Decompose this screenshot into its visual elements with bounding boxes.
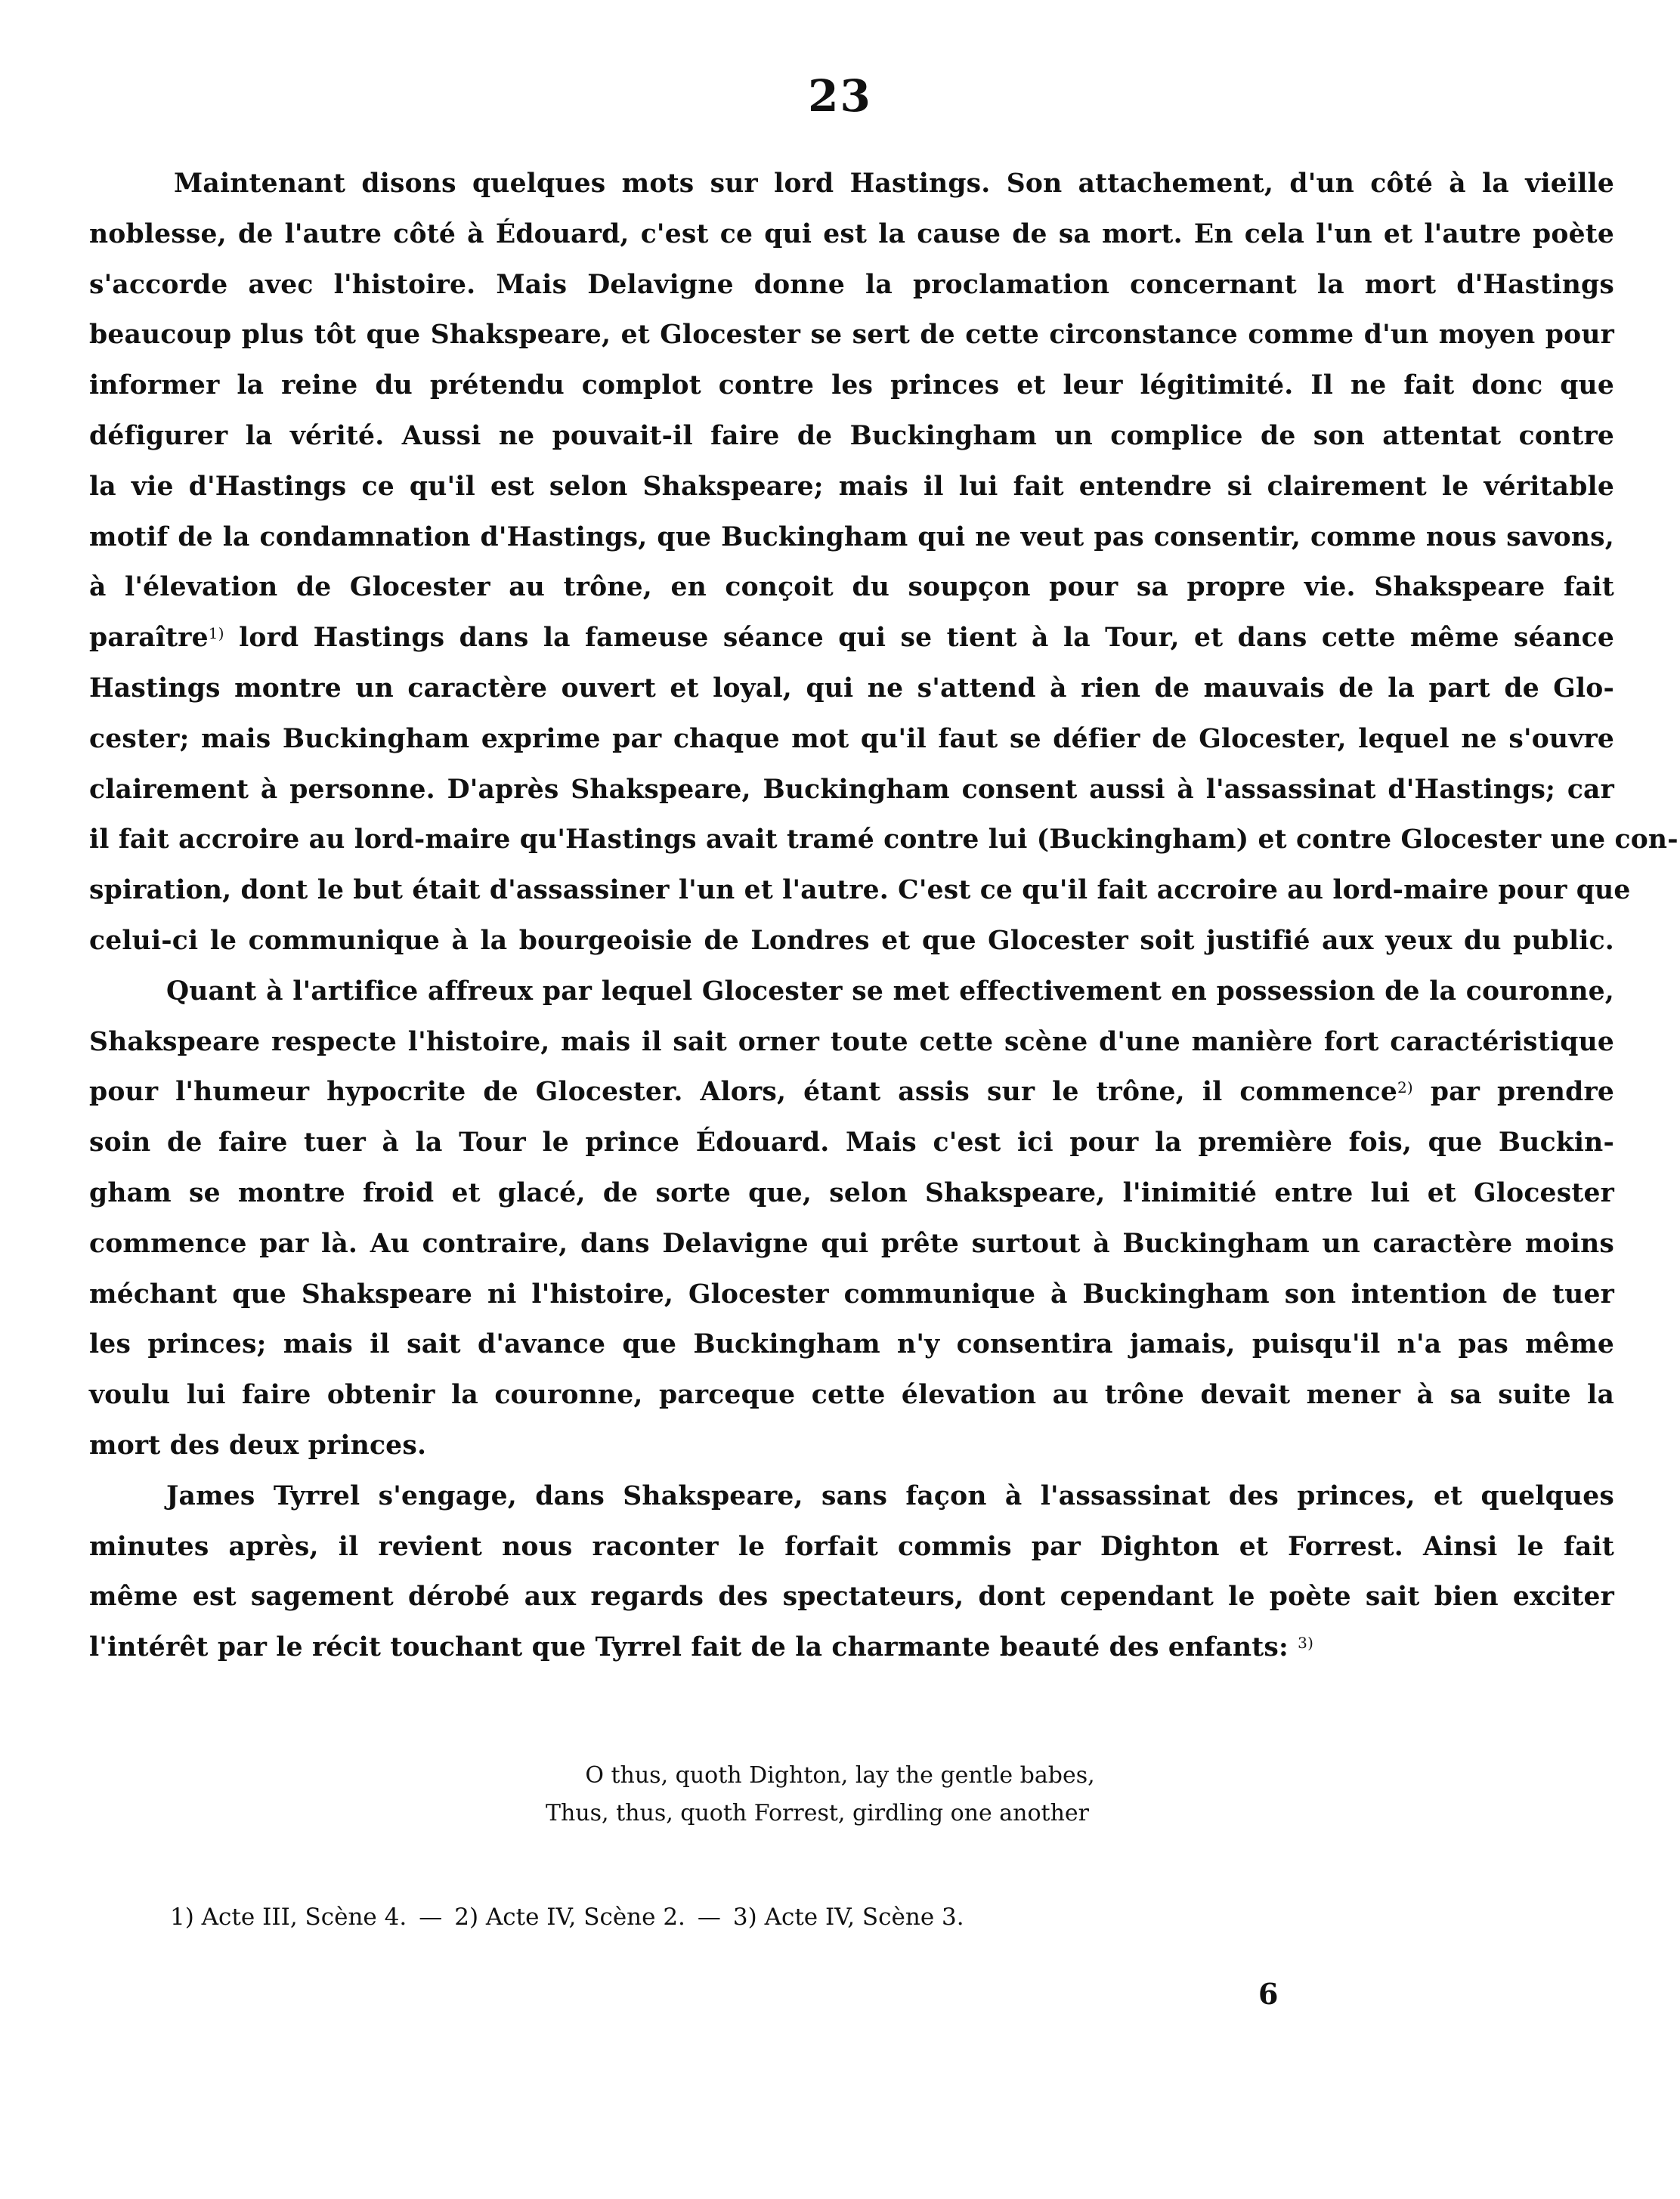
text-line: méchant que Shakspeare ni l'histoire, Glocester communique à Buckingham son intention de tuer [89, 1279, 1614, 1310]
text-line: les princes; mais il sait d'avance que Buckingham n'y consentira jamais, puisqu'il n'a pas même [89, 1329, 1614, 1360]
text-line: celui-ci le communique à la bourgeoisie de Londres et que Glocester soit justifié aux yeux du public. [89, 925, 1614, 956]
text-line: défigurer la vérité. Aussi ne pouvait-il faire de Buckingham un complice de son attentat contre [89, 420, 1614, 451]
text-line: clairement à personne. D'après Shakspeare, Buckingham consent aussi à l'assassinat d'Hastings; car [89, 774, 1614, 805]
quote-line: Thus, thus, quoth Forrest, girdling one another [546, 1800, 1089, 1826]
text-line: gham se montre froid et glacé, de sorte que, selon Shakspeare, l'inimitié entre lui et Glocester [89, 1177, 1614, 1208]
footnote: 3) Acte IV, Scène 3. [732, 1904, 964, 1931]
text-line: Shakspeare respecte l'histoire, mais il sait orner toute cette scène d'une manière fort caractéristique [89, 1026, 1614, 1057]
text-line: motif de la condamnation d'Hastings, que Buckingham qui ne veut pas consentir, comme nous savons, [89, 521, 1614, 552]
text-line: Quant à l'artifice affreux par lequel Glocester se met effectivement en possession de la couronne, [166, 976, 1614, 1007]
footnote: 2) Acte IV, Scène 2. [454, 1904, 685, 1931]
text-line: soin de faire tuer à la Tour le prince Édouard. Mais c'est ici pour la première fois, que Buckin- [89, 1127, 1614, 1158]
text-line: commence par là. Au contraire, dans Delavigne qui prête surtout à Buckingham un caractère moins [89, 1228, 1614, 1259]
footnote-marker: 2) [1397, 1078, 1413, 1097]
text-line: il fait accroire au lord-maire qu'Hastings avait tramé contre lui (Buckingham) et contre Glocester une con- [89, 824, 1678, 855]
footnote-marker: 1) [208, 624, 224, 643]
body-text [89, 159, 1678, 1673]
text-line: cester; mais Buckingham exprime par chaque mot qu'il faut se défier de Glocester, lequel ne s'ouvre [89, 723, 1614, 754]
text-line: même est sagement dérobé aux regards des spectateurs, dont cependant le poète sait bien exciter [89, 1582, 1614, 1613]
text-segment: pour l'humeur hypocrite de Glocester. Alors, étant assis sur le trône, il commence [89, 1077, 1397, 1108]
text-line: la vie d'Hastings ce qu'il est selon Shakspeare; mais il lui fait entendre si clairement le véritable [89, 471, 1614, 502]
signature-mark: 6 [1258, 1977, 1279, 2011]
quote-line: O thus, quoth Dighton, lay the gentle babes, [585, 1762, 1095, 1789]
footnote-separator: — [697, 1904, 721, 1931]
footnote-marker: 3) [1298, 1634, 1314, 1653]
page-number: 23 [808, 70, 872, 122]
text-line: Hastings montre un caractère ouvert et loyal, qui ne s'attend à rien de mauvais de la part de Glo- [89, 673, 1614, 704]
text-line: mort des deux princes. [89, 1430, 427, 1461]
text-segment: paraître [89, 623, 209, 654]
text-line: s'accorde avec l'histoire. Mais Delavigne donne la proclamation concernant la mort d'Hastings [89, 269, 1614, 300]
text-segment: par prendre [1412, 1077, 1614, 1108]
text-line-with-footnote [89, 1067, 1614, 1118]
text-line: Maintenant disons quelques mots sur lord Hastings. Son attachement, d'un côté à la vieille [174, 169, 1614, 199]
text-segment: lord Hastings dans la fameuse séance qui se tient à la Tour, et dans cette même séance [224, 623, 1614, 654]
text-line: noblesse, de l'autre côté à Édouard, c'est ce qui est la cause de sa mort. En cela l'un et l'autre poète [89, 218, 1614, 249]
text-line-with-footnote [89, 613, 1614, 663]
text-line: beaucoup plus tôt que Shakspeare, et Glocester se sert de cette circonstance comme d'un moyen pour [89, 320, 1614, 351]
text-line-with-footnote [89, 1622, 1614, 1673]
footnote: 1) Acte III, Scène 4. [170, 1904, 407, 1931]
text-line: James Tyrrel s'engage, dans Shakspeare, sans façon à l'assassinat des princes, et quelques [166, 1480, 1614, 1511]
text-line: à l'élevation de Glocester au trône, en conçoit du soupçon pour sa propre vie. Shakspeare fait [89, 572, 1614, 603]
text-line: spiration, dont le but était d'assassiner l'un et l'autre. C'est ce qu'il fait accroire au lord-maire pour que [89, 875, 1631, 906]
text-line: informer la reine du prétendu complot contre les princes et leur légitimité. Il ne fait donc que [89, 370, 1614, 401]
footnotes [170, 1898, 964, 1936]
text-line: voulu lui faire obtenir la couronne, parceque cette élevation au trône devait mener à sa suite la [89, 1380, 1614, 1411]
footnote-separator: — [419, 1904, 443, 1931]
text-segment: l'intérêt par le récit touchant que Tyrrel fait de la charmante beauté des enfants: [89, 1632, 1289, 1663]
paragraph-2 [89, 967, 1614, 1471]
paragraph-3 [89, 1471, 1614, 1673]
paragraph-1 [89, 159, 1678, 967]
text-line: minutes après, il revient nous raconter le forfait commis par Dighton et Forrest. Ainsi le fait [89, 1531, 1614, 1562]
